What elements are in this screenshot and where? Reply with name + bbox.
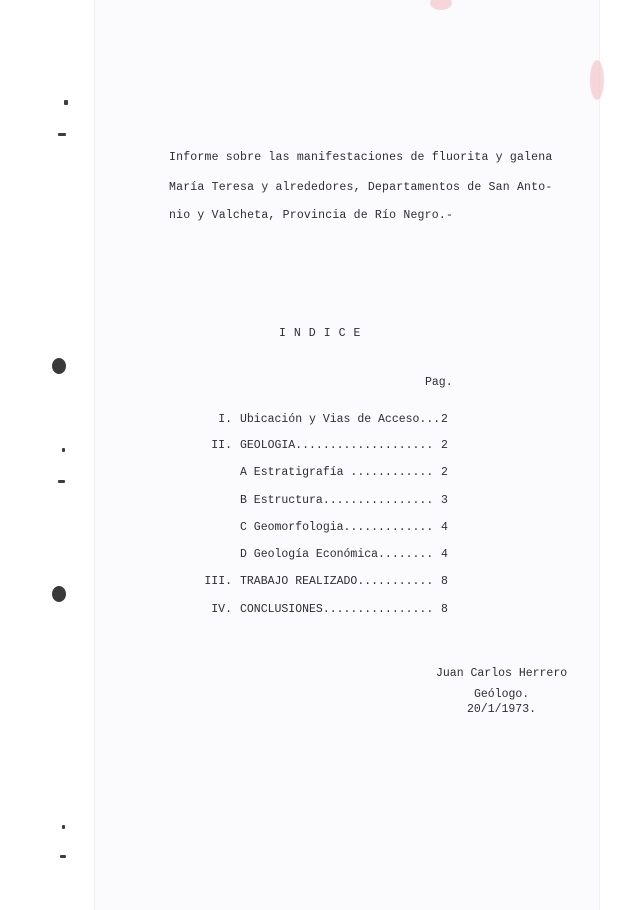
toc-label: Ubicación y Vias de Acceso... (240, 413, 441, 426)
toc-page: 2 (441, 466, 448, 479)
toc-number: III. (204, 575, 232, 588)
toc-page: 2 (441, 413, 448, 426)
margin-mark (62, 448, 65, 452)
toc-label: A Estratigrafía ............ (240, 466, 434, 479)
margin-mark (58, 133, 66, 136)
margin-mark (64, 100, 68, 105)
report-title-line-3: nio y Valcheta, Provincia de Río Negro.- (169, 209, 454, 222)
toc-number: IV. (211, 603, 232, 616)
toc-row (170, 521, 460, 537)
toc-page: 8 (441, 603, 448, 616)
toc-number: II. (211, 439, 232, 452)
toc-row (170, 548, 460, 564)
punch-hole (52, 358, 66, 374)
toc-row (170, 494, 460, 510)
report-title-line-1: Informe sobre las manifestaciones de fluorita y galena (169, 151, 553, 164)
punch-hole (52, 586, 66, 602)
toc-label: C Geomorfologia............. (240, 521, 434, 534)
toc-label: GEOLOGIA.................... (240, 439, 434, 452)
toc-label: D Geología Económica........ (240, 548, 434, 561)
toc-row (170, 466, 460, 482)
author-role: Geólogo. (474, 688, 530, 701)
margin-mark (62, 825, 65, 829)
author-name: Juan Carlos Herrero (436, 667, 568, 680)
toc-page: 3 (441, 494, 448, 507)
toc-page: 8 (441, 575, 448, 588)
toc-page: 4 (441, 548, 448, 561)
toc-row (170, 439, 460, 455)
toc-label: CONCLUSIONES................ (240, 603, 434, 616)
margin-mark (60, 855, 66, 858)
toc-page: 2 (441, 439, 448, 452)
toc-label: B Estructura................ (240, 494, 434, 507)
toc-row (170, 413, 460, 429)
index-heading: INDICE (279, 327, 369, 340)
stain-mark (590, 60, 604, 100)
document-date: 20/1/1973. (467, 703, 537, 716)
margin-mark (58, 480, 65, 483)
toc-page: 4 (441, 521, 448, 534)
page-column-label: Pag. (425, 376, 453, 389)
toc-number: I. (218, 413, 232, 426)
report-title-line-2: María Teresa y alrededores, Departamentos de San Anto- (169, 181, 553, 194)
paper-sheet (95, 0, 599, 910)
toc-row (170, 575, 460, 591)
toc-label: TRABAJO REALIZADO........... (240, 575, 434, 588)
toc-row (170, 603, 460, 619)
